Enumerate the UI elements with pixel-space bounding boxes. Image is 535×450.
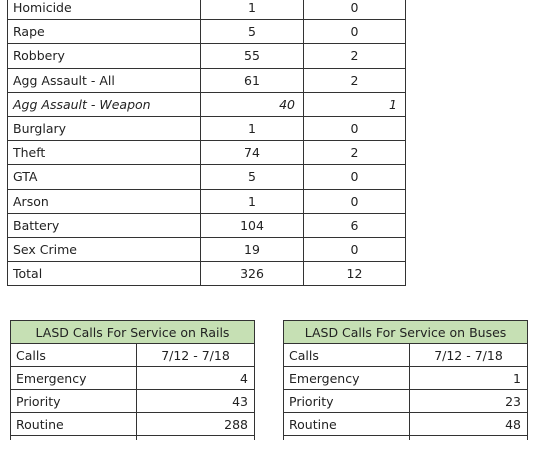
- crime-label: Sex Crime: [8, 237, 201, 261]
- crime-value-2: 2: [304, 68, 406, 92]
- crime-value-1: 1: [201, 0, 304, 20]
- call-count: 23: [410, 390, 528, 413]
- crime-value-2: 0: [304, 189, 406, 213]
- table-row: [8, 92, 406, 116]
- table-row: [8, 141, 406, 165]
- crime-label: GTA: [8, 165, 201, 189]
- crime-value-1: 5: [201, 165, 304, 189]
- crime-label: Total: [8, 262, 201, 286]
- table-header-row: [11, 344, 255, 367]
- crime-value-2: 0: [304, 116, 406, 140]
- crime-value-2: 0: [304, 20, 406, 44]
- table-row: [8, 116, 406, 140]
- column-label: Calls: [284, 344, 410, 367]
- crime-label: Homicide: [8, 0, 201, 20]
- call-count: 1: [410, 367, 528, 390]
- table-row: [11, 367, 255, 390]
- table-row: [8, 20, 406, 44]
- call-type: Emergency: [11, 367, 137, 390]
- table-row: [8, 44, 406, 68]
- call-count: 43: [137, 390, 255, 413]
- crime-value-1: 19: [201, 237, 304, 261]
- crime-label: Agg Assault - All: [8, 68, 201, 92]
- call-type: Routine: [11, 413, 137, 436]
- call-count: 48: [410, 413, 528, 436]
- crime-value-2: 2: [304, 141, 406, 165]
- crime-value-1: 74: [201, 141, 304, 165]
- table-row: [284, 390, 528, 413]
- call-count: 4: [137, 367, 255, 390]
- table-title: LASD Calls For Service on Buses: [284, 321, 528, 344]
- call-count: 288: [137, 413, 255, 436]
- table-row: [8, 189, 406, 213]
- rails-calls-table: [10, 320, 255, 440]
- table-row-partial: [11, 436, 255, 441]
- table-title-row: [284, 321, 528, 344]
- call-type: Routine: [284, 413, 410, 436]
- table-row: [8, 165, 406, 189]
- call-type: Priority: [284, 390, 410, 413]
- table-row: [284, 413, 528, 436]
- table-row: [8, 213, 406, 237]
- crime-value-1: 55: [201, 44, 304, 68]
- buses-calls-table: [283, 320, 528, 440]
- date-range: 7/12 - 7/18: [410, 344, 528, 367]
- crime-value-1: 1: [201, 116, 304, 140]
- crime-value-1: 61: [201, 68, 304, 92]
- table-row-total: [8, 262, 406, 286]
- crime-value-2: 12: [304, 262, 406, 286]
- crime-value-2: 2: [304, 44, 406, 68]
- table-row: [11, 413, 255, 436]
- crime-value-1: 1: [201, 189, 304, 213]
- crime-value-2: 0: [304, 165, 406, 189]
- table-row: [11, 390, 255, 413]
- table-row-partial: [284, 436, 528, 441]
- crime-label: Robbery: [8, 44, 201, 68]
- crime-label: Arson: [8, 189, 201, 213]
- table-row: [284, 367, 528, 390]
- table-header-row: [284, 344, 528, 367]
- crime-label: Rape: [8, 20, 201, 44]
- table-title-row: [11, 321, 255, 344]
- crime-label: Agg Assault - Weapon: [8, 92, 201, 116]
- call-type: Emergency: [284, 367, 410, 390]
- call-type: Priority: [11, 390, 137, 413]
- table-title: LASD Calls For Service on Rails: [11, 321, 255, 344]
- crime-stats-table: [7, 0, 406, 286]
- crime-value-2: 0: [304, 237, 406, 261]
- crime-value-2: 0: [304, 0, 406, 20]
- crime-label: Theft: [8, 141, 201, 165]
- crime-value-1: 40: [201, 92, 304, 116]
- crime-label: Battery: [8, 213, 201, 237]
- crime-label: Burglary: [8, 116, 201, 140]
- table-row: [8, 0, 406, 20]
- date-range: 7/12 - 7/18: [137, 344, 255, 367]
- table-row: [8, 68, 406, 92]
- crime-value-1: 104: [201, 213, 304, 237]
- column-label: Calls: [11, 344, 137, 367]
- crime-value-1: 5: [201, 20, 304, 44]
- crime-value-2: 1: [304, 92, 406, 116]
- crime-value-2: 6: [304, 213, 406, 237]
- crime-value-1: 326: [201, 262, 304, 286]
- table-row: [8, 237, 406, 261]
